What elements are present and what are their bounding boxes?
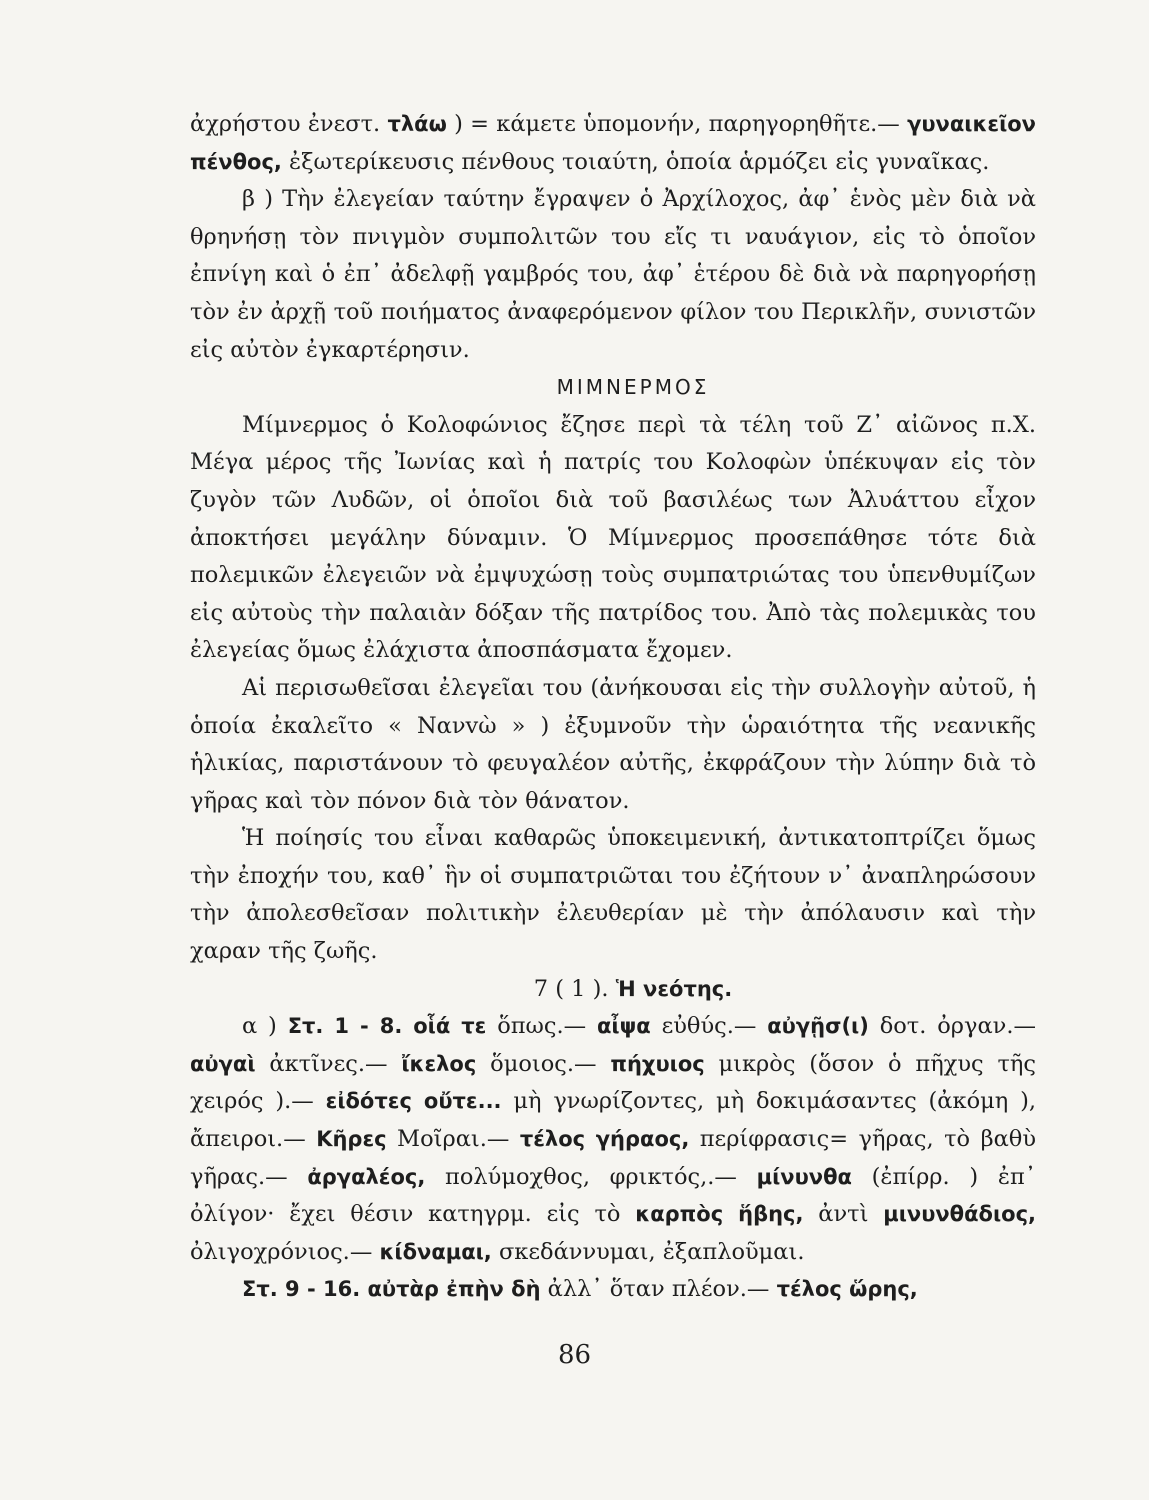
poem-number: 7 ( 1 ). xyxy=(533,975,616,1002)
bold-term: τέλος γήραος, xyxy=(519,1127,690,1152)
text-run xyxy=(402,1013,413,1039)
paragraph-mimnermus-intro: Μίμνερμος ὁ Κολοφώνιος ἔζησε περὶ τὰ τέλη τοῦ Ζ᾽ αἰῶνος π.Χ. Μέγα μέρος τῆς Ἰωνίας καὶ ἡ πατρίς του Κολοφὼν ὑπέκυψαν εἰς τὸν ζυγὸν τῶν Λυδῶν, οἱ ὁποῖοι διὰ τοῦ βασιλέως των Ἀλυάττου εἶχον ἀποκτήσει μεγάλην δύναμιν. Ὁ Μίμνερμος προσεπάθησε τότε διὰ πολεμικῶν ἐλεγειῶν νὰ ἐμψυχώσῃ τοὺς συμπατριώτας του ὑπενθυμίζων εἰς αὐτοὺς τὴν παλαιὰν δόξαν τῆς πατρίδος του. Ἀπὸ τὰς πολεμικὰς του ἐλεγείας ὅμως ἐλάχιστα ἀποσπάσματα ἔχομεν. xyxy=(190,411,1036,664)
text-run: ἀκτῖνες.— xyxy=(255,1050,402,1077)
text-run: ἀλλ᾽ ὅταν πλέον.— xyxy=(540,1276,777,1303)
bold-term: αἶψα xyxy=(597,1014,651,1039)
text-run: δοτ. ὀργαν.— xyxy=(868,1013,1036,1040)
text-run: Μοῖραι.— xyxy=(386,1126,520,1153)
bold-term: καρπὸς ἥβης, xyxy=(635,1202,804,1227)
bold-term: εἰδότες οὔτε... xyxy=(325,1089,502,1114)
poem-subheading xyxy=(190,971,1036,1009)
bold-term: πήχυιος xyxy=(610,1051,705,1076)
text-run: ὀλιγοχρόνιος.— xyxy=(190,1238,380,1265)
text-run: περίφρασις= γῆρας, τὸ βαθὺ γῆρας.— xyxy=(190,1126,1036,1190)
bold-term: Στ. 9 - 16. αὐτὰρ ἐπὴν δὴ xyxy=(242,1277,541,1302)
bold-term: Κῆρες xyxy=(316,1127,387,1152)
text-run: σκεδάννυμαι, ἐξαπλοῦμαι. xyxy=(491,1238,805,1265)
text-run: ὅπως.— xyxy=(486,1013,597,1040)
bold-term: αὐγῇσ(ι) xyxy=(767,1014,869,1039)
bold-term: ἴκελος xyxy=(401,1051,477,1076)
bold-term: κίδναμαι, xyxy=(379,1239,492,1264)
text-run: ὅμοιος.— xyxy=(476,1050,611,1077)
bold-term: Στ. 1 - 8. xyxy=(287,1014,403,1039)
text-run: (ἐπίρρ. ) ἐπ᾽ ὀλίγον· ἔχει θέσιν κατηγρμ. εἰς τὸ xyxy=(190,1163,1036,1228)
text-run: ἀχρήστου ἐνεστ. xyxy=(190,111,388,137)
bold-term: αὐγαὶ xyxy=(190,1051,256,1076)
text-run: μικρὸς (ὅσον ὁ πῆχυς τῆς χειρός ).— xyxy=(190,1050,1036,1115)
bold-term: τέλος ὥρης, xyxy=(776,1277,918,1302)
bold-term: ἀργαλέος, xyxy=(307,1164,426,1189)
paragraph-archilochus-elegy: β ) Τὴν ἐλεγείαν ταύτην ἔγραψεν ὁ Ἀρχίλοχος, ἀφ᾽ ἑνὸς μὲν διὰ νὰ θρηνήσῃ τὸν πνιγμὸν συμπολιτῶν του εἴς τι ναυάγιον, εἰς τὸ ὁποῖον ἐπνίγη καὶ ὁ ἐπ᾽ ἀδελφῇ γαμβρός του, ἀφ᾽ ἑτέρου δὲ διὰ νὰ παρηγορήσῃ τὸν ἐν ἀρχῇ τοῦ ποιήματος ἀναφερόμενον φίλον του Περικλῆν, συνιστῶν εἰς αὐτὸν ἐγκαρτέρησιν. xyxy=(190,186,1036,363)
paragraph-glossary-continuation xyxy=(190,106,1036,181)
poem-title: Ἡ νεότης. xyxy=(615,976,733,1001)
bold-term: μινυνθάδιος, xyxy=(883,1202,1036,1227)
bold-term: τλάω xyxy=(387,112,447,136)
paragraph-mimnermus-poetry: Ἡ ποίησίς του εἶναι καθαρῶς ὑποκειμενική, ἀντικατοπτρίζει ὅμως τὴν ἐποχήν του, καθ᾽ ἣν οἱ συμπατριῶται του ἐζήτουν ν᾽ ἀναπληρώσουν τὴν ἀπολεσθεῖσαν πολιτικὴν ἐλευθερίαν μὲ τὴν ἀπόλαυσιν καὶ τὴν χαραν τῆς ζωῆς. xyxy=(190,825,1036,965)
text-run: εὐθύς.— xyxy=(650,1013,768,1040)
section-heading: ΜΙΜΝΕΡΜΟΣ xyxy=(556,375,710,400)
paragraph-notes-lines-9-16 xyxy=(190,1271,1036,1309)
paragraph-notes-lines-1-8 xyxy=(190,1008,1036,1271)
text-run: ἐξωτερίκευσις πένθους τοιαύτη, ὁποία ἁρμόζει εἰς γυναῖκας. xyxy=(281,148,990,175)
text-run: πολύμοχθος, φρικτός,.— xyxy=(425,1163,757,1190)
bold-term: γυναικεῖον πένθος, xyxy=(190,112,1036,174)
body-text xyxy=(190,106,1036,1309)
text-run: μὴ γνωρίζοντες, μὴ δοκιμάσαντες (ἀκόμη ), ἄπειροι.— xyxy=(190,1088,1036,1153)
bold-term: μίνυνθα xyxy=(756,1164,852,1189)
page-number: 86 xyxy=(557,1340,592,1370)
text-run: α ) xyxy=(242,1013,288,1040)
bold-term: οἷά τε xyxy=(413,1014,487,1039)
paragraph-mimnermus-elegies: Αἱ περισωθεῖσαι ἐλεγεῖαι του (ἀνήκουσαι εἰς τὴν συλλογὴν αὐτοῦ, ἡ ὁποία ἐκαλεῖτο « Νανvὼ » ) ἐξυμνοῦν τὴν ὡραιότητα τῆς νεανικῆς ἡλικίας, παριστάνουν τὸ φευγαλέον αὐτῆς, ἐκφράζουν τὴν λύπην διὰ τὸ γῆρας καὶ τὸν πόνον διὰ τὸν θάνατον. xyxy=(190,674,1036,814)
text-run: ) = κάμετε ὑπομονήν, παρηγορηθῆτε.— xyxy=(446,111,908,137)
text-run: ἀντὶ xyxy=(803,1201,884,1228)
